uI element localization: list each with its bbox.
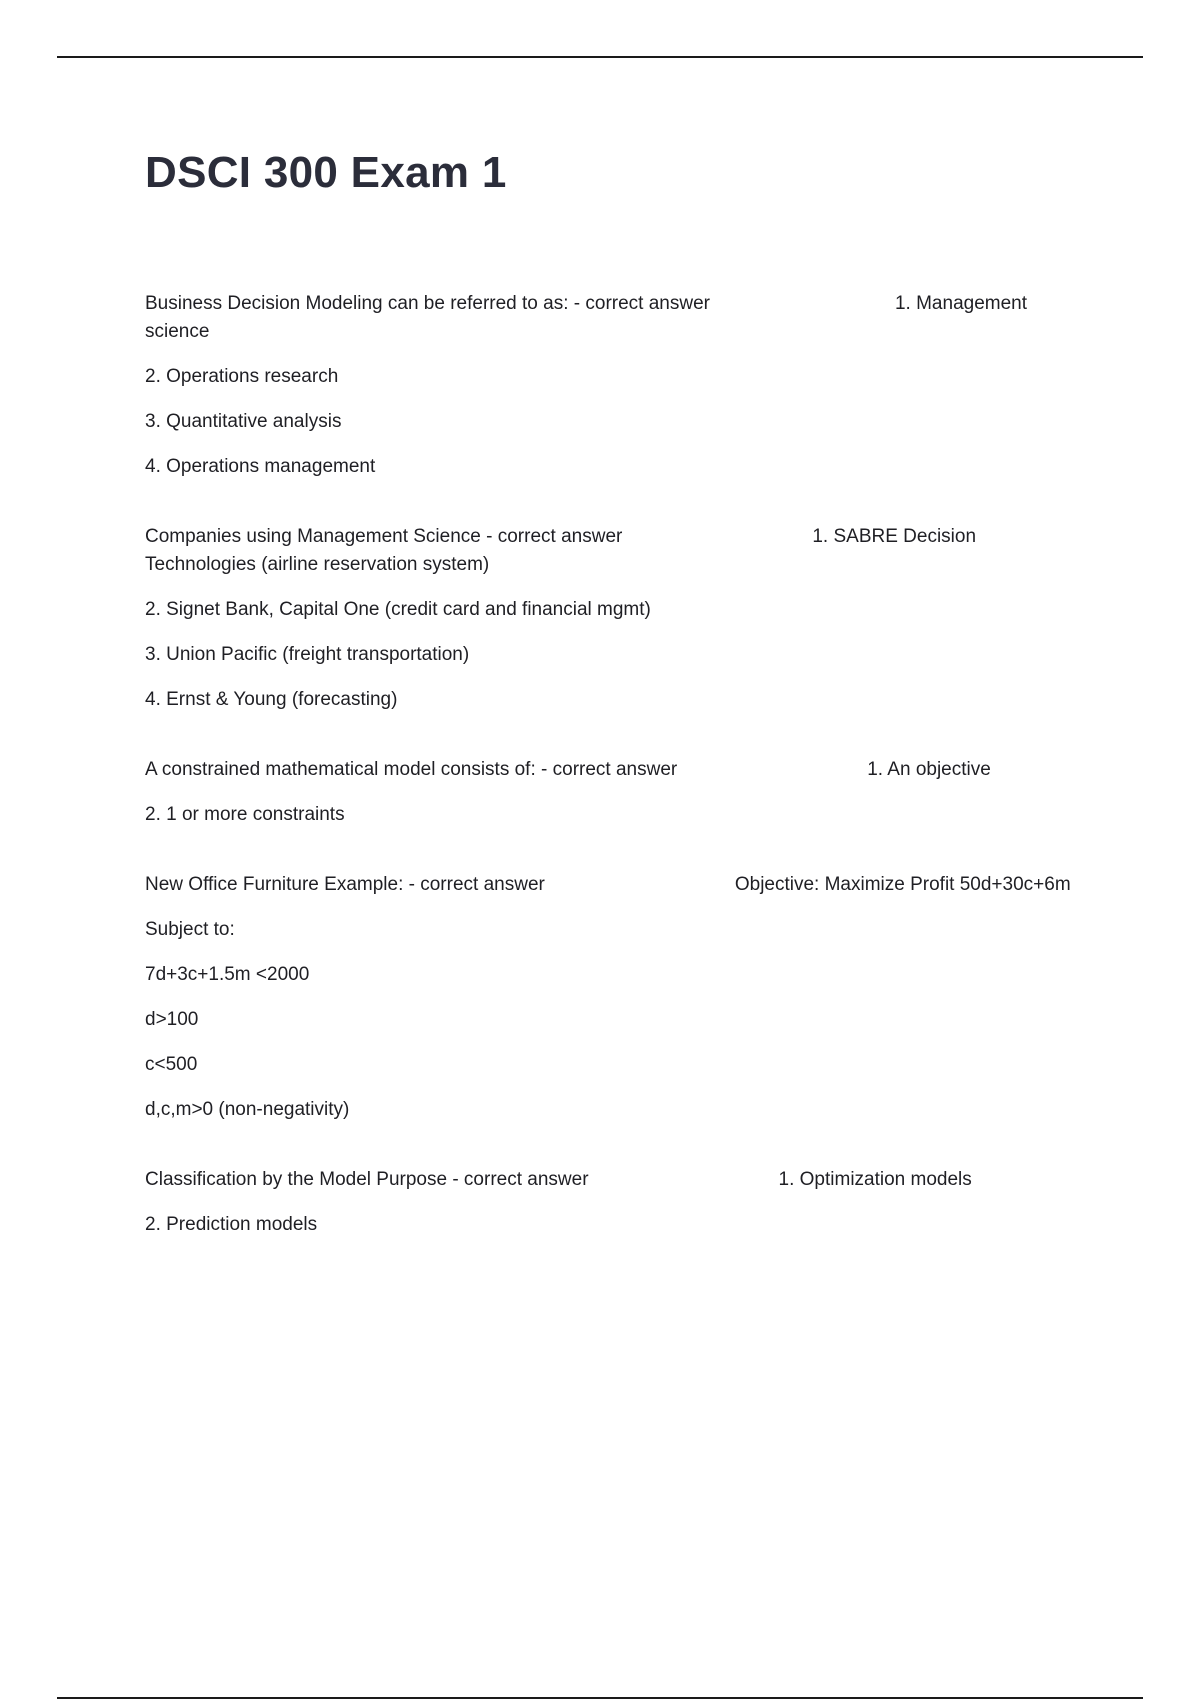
answer-line: c<500 [145,1054,198,1075]
qa-item [145,871,1080,1124]
question-text: New Office Furniture Example: - correct answer [145,874,545,895]
answer-line: 7d+3c+1.5m <2000 [145,964,310,985]
question-text: A constrained mathematical model consists of: - correct answer [145,759,678,780]
answer-line: 2. Operations research [145,366,339,387]
qa-content [145,290,1080,1281]
answer-line: d>100 [145,1009,199,1030]
question-line [145,871,1080,899]
answer-line: d,c,m>0 (non-negativity) [145,1099,350,1120]
qa-item [145,1166,1080,1239]
answer-line: 3. Quantitative analysis [145,411,342,432]
question-line [145,756,1080,784]
question-line [145,523,1080,579]
bottom-rule [57,1697,1143,1699]
first-answer: Objective: Maximize Profit 50d+30c+6m [734,874,1071,895]
first-answer: 1. SABRE Decision Technologies (airline reservation system) [145,526,977,575]
question-text: Business Decision Modeling can be referred to as: - correct answer [145,293,710,314]
top-rule [57,56,1143,58]
first-answer: 1. Management science [145,293,1028,342]
page-title: DSCI 300 Exam 1 [145,148,507,197]
qa-item [145,756,1080,829]
answer-line: 2. 1 or more constraints [145,804,345,825]
answer-line: 3. Union Pacific (freight transportation) [145,644,470,665]
first-answer: 1. An objective [867,759,991,780]
answer-line: 2. Signet Bank, Capital One (credit card and financial mgmt) [145,599,651,620]
first-answer: 1. Optimization models [778,1169,972,1190]
question-line [145,290,1080,346]
answer-line: Subject to: [145,919,235,940]
qa-item [145,290,1080,481]
qa-item [145,523,1080,714]
answer-line: 4. Ernst & Young (forecasting) [145,689,398,710]
answer-line: 2. Prediction models [145,1214,318,1235]
question-text: Companies using Management Science - correct answer [145,526,623,547]
question-line [145,1166,1080,1194]
answer-line: 4. Operations management [145,456,376,477]
question-text: Classification by the Model Purpose - correct answer [145,1169,589,1190]
